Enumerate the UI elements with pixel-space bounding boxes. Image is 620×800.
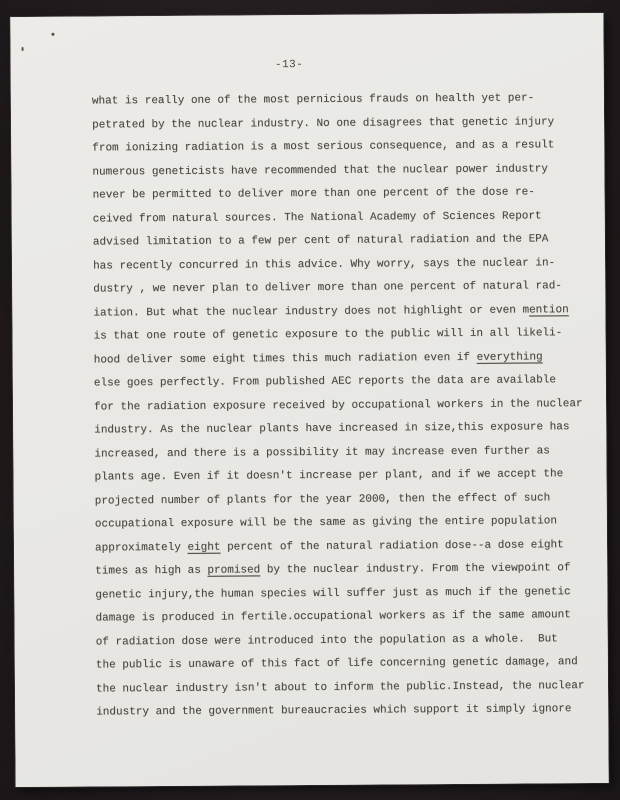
text-line: [93, 205, 595, 232]
text-line: [95, 510, 597, 537]
text-segment: industry and the government bureaucracies which support it simply ignore: [96, 703, 572, 719]
text-segment: advised limitation to a few per cent of natural radiation and the EPA: [92, 233, 549, 249]
text-line: [95, 580, 597, 607]
text-line: [93, 299, 595, 326]
text-segment: is that one route of genetic exposure to the public will in all likeli-: [93, 327, 563, 343]
text-line: [96, 627, 598, 654]
text-line: [93, 322, 595, 349]
underlined-text-segment: ention: [529, 303, 569, 316]
text-line: [92, 134, 594, 161]
text-segment: iation. But what the nuclear industry does not highlight or even m: [93, 303, 530, 320]
text-line: [94, 346, 596, 373]
text-segment: never be permitted to deliver more than one percent of the dose re-: [92, 186, 535, 202]
text-segment: petrated by the nuclear industry. No one disagrees that genetic injury: [92, 115, 555, 132]
text-line: [95, 533, 597, 560]
text-line: [92, 158, 594, 185]
text-segment: has recently concurred in this advice. Why worry, says the nuclear in-: [93, 256, 556, 273]
text-segment: the nuclear industry isn't about to inform the public.Instead, the nuclear: [95, 679, 585, 695]
text-segment: ceived from natural sources. The National Academy of Sciences Report: [92, 209, 542, 226]
text-line: [96, 674, 598, 701]
scan-speck: [51, 33, 54, 36]
underlined-text-segment: promised: [207, 564, 261, 577]
text-segment: plants age. Even if it doesn't increase per plant, and if we accept the: [94, 468, 564, 484]
text-line: [94, 416, 596, 443]
page-number: -13-: [274, 59, 304, 72]
underlined-text-segment: everything: [476, 350, 543, 364]
text-line: [93, 275, 595, 302]
text-line: [92, 87, 594, 114]
text-segment: by the nuclear industry. From the viewpoint of: [260, 562, 571, 577]
document-page: [10, 13, 608, 787]
text-segment: percent of the natural radiation dose--a dose eight: [220, 538, 564, 554]
text-segment: dustry , we never plan to deliver more than one percent of natural rad-: [93, 280, 562, 296]
text-line: [92, 111, 594, 138]
text-segment: damage is produced in fertile.occupational workers as if the same amount: [95, 609, 571, 625]
text-line: [95, 486, 597, 513]
text-segment: what is really one of the most pernicious frauds on health yet per-: [91, 92, 535, 108]
text-line: [96, 651, 598, 678]
text-segment: hood deliver some eight times this much radiation even if: [93, 351, 477, 367]
text-line: [95, 557, 597, 584]
underlined-text-segment: eight: [187, 541, 221, 554]
scan-speck: [22, 47, 24, 51]
text-segment: of radiation dose were introduced into the population as a whole. But: [95, 632, 558, 648]
text-line: [94, 369, 596, 396]
text-line: [94, 393, 596, 420]
text-segment: else goes perfectly. From published AEC reports the data are available: [93, 374, 556, 390]
text-segment: projected number of plants for the year 2000, then the effect of such: [94, 491, 551, 508]
text-segment: industry. As the nuclear plants have increased in size,this exposure has: [94, 421, 570, 437]
text-segment: for the radiation exposure received by occupational workers in the nuclear: [94, 397, 583, 414]
text-segment: approximately: [94, 541, 188, 555]
text-line: [96, 698, 598, 725]
text-line: [94, 439, 596, 466]
text-segment: genetic injury,the human species will suffer just as much if the genetic: [95, 585, 571, 601]
text-segment: increased, and there is a possibility it may increase even further as: [94, 444, 550, 461]
text-line: [93, 252, 595, 279]
text-segment: from ionizing radiation is a most serious consequence, and as a result: [92, 139, 555, 155]
text-line: [95, 604, 597, 631]
text-segment: occupational exposure will be the same as giving the entire population: [94, 515, 557, 531]
text-line: [94, 463, 596, 490]
text-line: [93, 228, 595, 255]
text-line: [92, 181, 594, 208]
text-segment: times as high as: [95, 564, 208, 578]
text-segment: numerous geneticists have recommended that the nuclear power industry: [92, 162, 548, 179]
document-body-text: [92, 87, 598, 725]
text-segment: the public is unaware of this fact of life concerning genetic damage, and: [95, 656, 578, 672]
